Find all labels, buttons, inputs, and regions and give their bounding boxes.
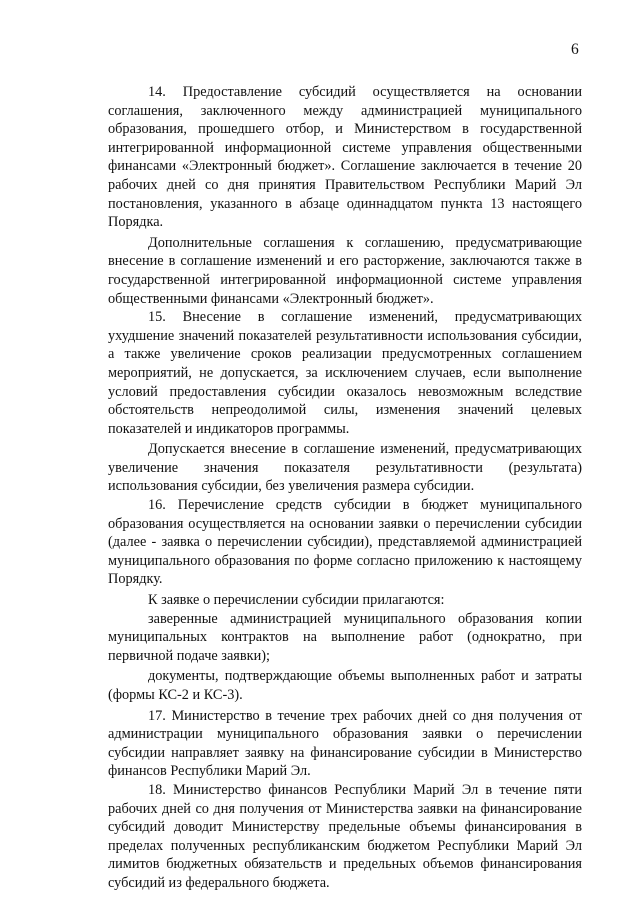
document-body <box>108 83 582 893</box>
paragraph-16: 16. Перечисление средств субсидии в бюджет муниципального образования осуществляется на основании заявки о перечислении субсидии (далее - заявка о перечислении субсидии), представляемой администрацией муниципального образования по форме согласно приложению к настоящему Порядку. <box>108 497 582 588</box>
paragraph-attachment-documents: документы, подтверждающие объемы выполненных работ и затраты (формы КС-2 и КС-3). <box>108 668 582 703</box>
paragraph-17: 17. Министерство в течение трех рабочих дней со дня получения от администрации муниципального образования заявки о перечислении субсидии направляет заявку на финансирование субсидии в Министерство финансов Республики Марий Эл. <box>108 707 582 780</box>
page-number: 6 <box>571 41 579 58</box>
paragraph-additional-agreements: Дополнительные соглашения к соглашению, предусматривающие внесение в соглашение изменений и его расторжение, заключаются также в государственной интегрированной информационной системе управления общественными финансами «Электронный бюджет». <box>108 234 582 307</box>
paragraph-15: 15. Внесение в соглашение изменений, предусматривающих ухудшение значений показателей результативности использования субсидии, а также увеличение сроков реализации предусмотренных соглашением мероприятий, не допускается, за исключением случаев, если выполнение условий предоставления субсидии оказалось невозможным вследствие обстоятельств непреодолимой силы, изменения значений целевых показателей и индикаторов программы. <box>108 309 582 437</box>
paragraph-18: 18. Министерство финансов Республики Марий Эл в течение пяти рабочих дней со дня получения от Министерства заявки на финансирование субсидий доводит Министерству предельные объемы финансирования в пределах полученных республиканским бюджетом Республики Марий Эл лимитов бюджетных обязательств и предельных объемов финансирования субсидий из федерального бюджета. <box>108 781 582 891</box>
paragraph-allowed-changes: Допускается внесение в соглашение изменений, предусматривающих увеличение значения показателя результативности (результата) использования субсидии, без увеличения размера субсидии. <box>108 441 582 495</box>
paragraph-attachments-intro: К заявке о перечислении субсидии прилагаются: <box>148 592 445 609</box>
paragraph-14: 14. Предоставление субсидий осуществляется на основании соглашения, заключенного между администрацией муниципального образования, прошедшего отбор, и Министерством в государственной интегрированной информационной системе управления общественными финансами «Электронный бюджет». Соглашение заключается в течение 20 рабочих дней со дня принятия Правительством Республики Марий Эл постановления, указанного в абзаце одиннадцатом пункта 13 настоящего Порядка. <box>108 84 582 231</box>
paragraph-attachment-contracts: заверенные администрацией муниципального образования копии муниципальных контрактов на выполнение работ (однократно, при первичной подаче заявки); <box>108 610 582 664</box>
